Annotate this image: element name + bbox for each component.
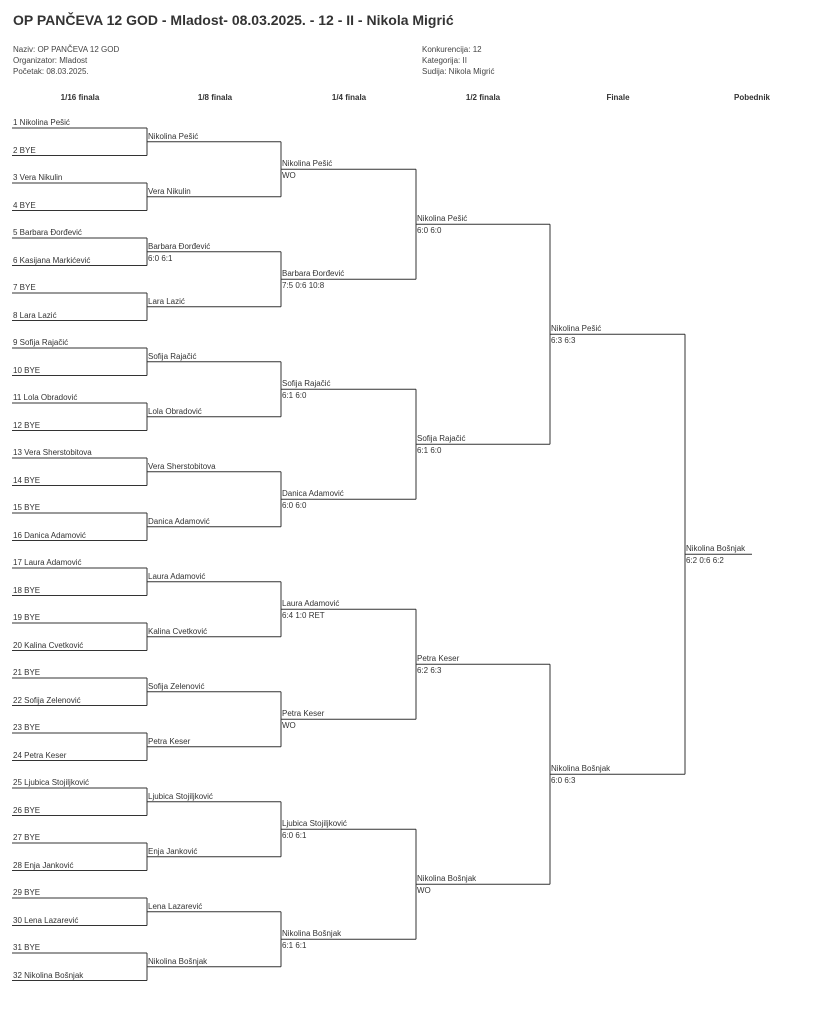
match-score: WO xyxy=(282,171,296,181)
draw-position: 16 Danica Adamović xyxy=(13,530,86,540)
round-header-round-of-32: 1/16 finala xyxy=(60,93,100,102)
player-name: Barbara Đorđević xyxy=(148,241,211,251)
player-name: Lena Lazarević xyxy=(148,901,203,911)
draw-position: 20 Kalina Cvetković xyxy=(13,640,84,650)
match-score: 6:1 6:0 xyxy=(417,446,442,456)
info-competition: Konkurencija: 12 xyxy=(422,45,482,54)
draw-position: 25 Ljubica Stojiljković xyxy=(13,778,90,787)
player-name: Nikolina Bošnjak xyxy=(551,764,611,774)
draw-position: 21 BYE xyxy=(13,668,41,677)
player-name: Laura Adamović xyxy=(282,599,340,609)
draw-position: 6 Kasijana Markićević xyxy=(13,255,91,265)
player-name: Vera Sherstobitova xyxy=(148,461,216,471)
draw-position: 19 BYE xyxy=(13,613,41,622)
player-name: Ljubica Stojiljković xyxy=(148,791,213,801)
player-name: Nikolina Bošnjak xyxy=(148,956,208,966)
draw-position: 8 Lara Lazić xyxy=(13,310,57,320)
match-score: 6:4 1:0 RET xyxy=(282,611,325,621)
player-name: Sofija Rajačić xyxy=(282,379,331,389)
player-name: Nikolina Pešić xyxy=(417,214,468,224)
player-name: Ljubica Stojiljković xyxy=(282,819,347,829)
player-name: Nikolina Pešić xyxy=(148,131,199,141)
round-header-semifinal: 1/2 finala xyxy=(465,93,501,102)
player-name: Nikolina Bošnjak xyxy=(686,544,746,554)
match-score: 6:3 6:3 xyxy=(551,336,576,346)
draw-position: 5 Barbara Đorđević xyxy=(13,228,82,237)
draw-position: 26 BYE xyxy=(13,805,41,815)
player-name: Lola Obradović xyxy=(148,406,202,416)
draw-position: 4 BYE xyxy=(13,200,36,210)
draw-position: 11 Lola Obradović xyxy=(13,393,78,402)
match-score: 6:0 6:1 xyxy=(148,253,173,263)
draw-position: 28 Enja Janković xyxy=(13,860,74,870)
player-name: Nikolina Pešić xyxy=(551,324,602,334)
match-score: 6:0 6:0 xyxy=(282,501,307,511)
round-header-quarterfinal: 1/4 finala xyxy=(331,93,367,102)
draw-position: 18 BYE xyxy=(13,585,41,595)
draw-position: 17 Laura Adamović xyxy=(13,558,82,567)
match-score: 6:2 6:3 xyxy=(417,666,442,676)
player-name: Enja Janković xyxy=(148,846,198,856)
player-name: Vera Nikulin xyxy=(148,186,191,196)
draw-position: 24 Petra Keser xyxy=(13,750,67,760)
draw-position: 9 Sofija Rajačić xyxy=(13,338,69,347)
draw-position: 32 Nikolina Bošnjak xyxy=(13,970,84,980)
info-organizer: Organizator: Mladost xyxy=(13,56,88,65)
match-score: 6:0 6:1 xyxy=(282,831,307,841)
page-title: OP PANČEVA 12 GOD - Mladost- 08.03.2025. - 12 - II - Nikola Migrić xyxy=(13,12,454,28)
match-score: 6:0 6:3 xyxy=(551,776,576,786)
draw-position: 31 BYE xyxy=(13,943,41,952)
draw-position: 14 BYE xyxy=(13,475,41,485)
player-name: Petra Keser xyxy=(148,736,191,746)
draw-position: 10 BYE xyxy=(13,365,41,375)
player-name: Sofija Rajačić xyxy=(417,434,466,444)
draw-position: 29 BYE xyxy=(13,888,41,897)
player-name: Sofija Zelenović xyxy=(148,681,205,691)
player-name: Petra Keser xyxy=(417,654,460,664)
info-name: Naziv: OP PANČEVA 12 GOD xyxy=(13,45,120,54)
draw-position: 27 BYE xyxy=(13,833,41,842)
draw-position: 7 BYE xyxy=(13,283,36,292)
match-score: 6:0 6:0 xyxy=(417,226,442,236)
match-score: 7:5 0:6 10:8 xyxy=(282,281,325,291)
player-name: Barbara Đorđević xyxy=(282,269,345,279)
player-name: Kalina Cvetković xyxy=(148,626,208,636)
round-header-winner: Pobednik xyxy=(733,93,770,102)
round-header-round-of-16: 1/8 finala xyxy=(197,93,233,102)
player-name: Lara Lazić xyxy=(148,296,185,306)
draw-position: 23 BYE xyxy=(13,723,41,732)
draw-position: 1 Nikolina Pešić xyxy=(13,118,70,127)
player-name: Danica Adamović xyxy=(148,516,210,526)
player-name: Sofija Rajačić xyxy=(148,351,197,361)
draw-position: 12 BYE xyxy=(13,420,41,430)
player-name: Danica Adamović xyxy=(282,489,344,499)
info-referee: Sudija: Nikola Migrić xyxy=(422,67,495,76)
player-name: Laura Adamović xyxy=(148,571,206,581)
draw-position: 30 Lena Lazarević xyxy=(13,915,79,925)
player-name: Nikolina Pešić xyxy=(282,159,333,169)
match-score: WO xyxy=(282,721,296,731)
draw-position: 22 Sofija Zelenović xyxy=(13,695,81,705)
match-score: 6:1 6:1 xyxy=(282,941,307,951)
match-score: WO xyxy=(417,886,431,896)
player-name: Nikolina Bošnjak xyxy=(282,929,342,939)
round-header-final: Finale xyxy=(606,93,630,102)
player-name: Nikolina Bošnjak xyxy=(417,874,477,884)
draw-position: 2 BYE xyxy=(13,145,36,155)
match-score: 6:1 6:0 xyxy=(282,391,307,401)
draw-position: 3 Vera Nikulin xyxy=(13,173,63,182)
info-category: Kategorija: II xyxy=(422,56,467,65)
draw-position: 15 BYE xyxy=(13,503,41,512)
match-score: 6:2 0:6 6:2 xyxy=(686,556,724,566)
player-name: Petra Keser xyxy=(282,709,325,719)
info-start-date: Početak: 08.03.2025. xyxy=(13,67,89,76)
draw-position: 13 Vera Sherstobitova xyxy=(13,448,92,457)
